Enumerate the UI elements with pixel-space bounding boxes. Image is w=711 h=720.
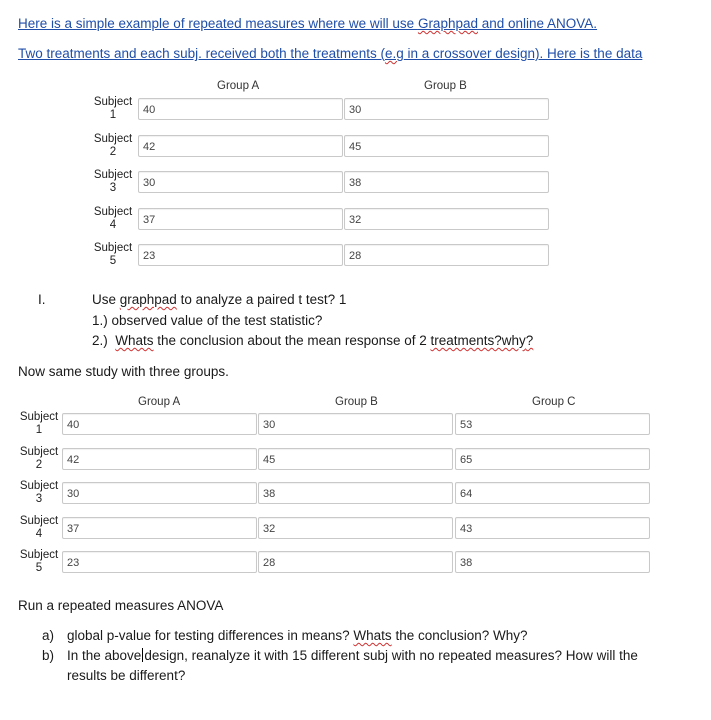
value-field-group-a[interactable] bbox=[138, 171, 343, 193]
subject-number: 1 bbox=[35, 424, 43, 436]
value-text: 42 bbox=[67, 453, 80, 466]
value-text: 45 bbox=[349, 140, 362, 153]
part2-a-end: the conclusion? Why? bbox=[391, 628, 528, 643]
part2-a-text bbox=[67, 628, 528, 643]
part1-q-end: to analyze a paired t test? 1 bbox=[176, 292, 347, 307]
part1-item-2-num: 2.) bbox=[92, 333, 116, 348]
part2-a-label: a) bbox=[42, 628, 55, 643]
subject-number: 5 bbox=[35, 562, 43, 574]
subject-word: Subject bbox=[93, 205, 133, 218]
value-text: 28 bbox=[263, 557, 276, 569]
value-field-group-c[interactable] bbox=[455, 413, 650, 435]
value-text: 37 bbox=[143, 213, 156, 226]
value-text: 30 bbox=[263, 419, 276, 431]
subject-label bbox=[16, 480, 62, 506]
value-text: 53 bbox=[460, 419, 473, 431]
subject-label bbox=[16, 549, 62, 575]
value-field-group-c[interactable] bbox=[455, 551, 650, 573]
table1-header-group-a: Group A bbox=[217, 80, 260, 92]
value-text: 28 bbox=[349, 250, 362, 262]
part2-whats-word: Whats bbox=[353, 628, 392, 643]
subject-word: Subject bbox=[93, 132, 133, 145]
value-field-group-a[interactable] bbox=[62, 482, 257, 504]
table2-header-group-a: Group A bbox=[138, 396, 181, 408]
part1-numeral: I. bbox=[38, 292, 46, 307]
value-field-group-a[interactable] bbox=[138, 98, 343, 120]
subject-label bbox=[90, 169, 136, 195]
value-field-group-a[interactable] bbox=[62, 517, 257, 539]
table2-header-group-c: Group C bbox=[532, 396, 576, 408]
part1-q-start: Use bbox=[92, 292, 120, 307]
value-field-group-b[interactable] bbox=[344, 135, 549, 157]
value-text: 32 bbox=[349, 213, 362, 226]
value-text: 40 bbox=[143, 104, 156, 116]
subject-label bbox=[16, 411, 62, 437]
value-field-group-a[interactable] bbox=[62, 413, 257, 435]
table1-header-group-b: Group B bbox=[424, 80, 467, 92]
subject-number: 1 bbox=[109, 109, 117, 121]
subject-word: Subject bbox=[93, 242, 133, 254]
eg-word: e.g bbox=[384, 46, 404, 61]
subject-number: 5 bbox=[109, 255, 117, 267]
intro-line-1-end: and online ANOVA. bbox=[477, 16, 598, 31]
value-field-group-b[interactable] bbox=[258, 517, 453, 539]
value-field-group-a[interactable] bbox=[138, 135, 343, 157]
value-text: 30 bbox=[349, 104, 362, 116]
subject-word: Subject bbox=[19, 514, 59, 527]
subject-word: Subject bbox=[93, 96, 133, 108]
part1-whats-word: Whats bbox=[115, 333, 154, 348]
value-field-group-b[interactable] bbox=[344, 98, 549, 120]
subject-label bbox=[16, 515, 62, 541]
part2-b-text bbox=[67, 648, 638, 663]
subject-label bbox=[90, 96, 136, 122]
value-text: 38 bbox=[263, 488, 276, 500]
part2-a-start: global p-value for testing differences in means? bbox=[67, 628, 354, 643]
value-text: 45 bbox=[263, 453, 276, 466]
part1-item-2 bbox=[92, 333, 533, 348]
value-field-group-a[interactable] bbox=[62, 448, 257, 470]
subject-word: Subject bbox=[19, 480, 59, 492]
value-field-group-c[interactable] bbox=[455, 448, 650, 470]
value-text: 37 bbox=[67, 522, 80, 535]
graphpad-word: Graphpad bbox=[417, 16, 478, 31]
subject-word: Subject bbox=[93, 169, 133, 181]
value-field-group-a[interactable] bbox=[62, 551, 257, 573]
subject-word: Subject bbox=[19, 411, 59, 423]
value-field-group-c[interactable] bbox=[455, 517, 650, 539]
value-text: 30 bbox=[67, 488, 80, 500]
value-text: 64 bbox=[460, 488, 473, 500]
value-text: 32 bbox=[263, 522, 276, 535]
subject-word: Subject bbox=[19, 549, 59, 561]
value-field-group-a[interactable] bbox=[138, 244, 343, 266]
subject-number: 2 bbox=[35, 458, 43, 471]
value-field-group-b[interactable] bbox=[258, 448, 453, 470]
value-text: 65 bbox=[460, 453, 473, 466]
value-text: 42 bbox=[143, 140, 156, 153]
intro-line-2-end: in a crossover design). Here is the data bbox=[403, 46, 643, 61]
part1-item-2-end: ? bbox=[525, 333, 534, 348]
intro-line-2-text: Two treatments and each subj. received both the treatments ( bbox=[18, 46, 385, 61]
value-field-group-b[interactable] bbox=[258, 482, 453, 504]
value-field-group-b[interactable] bbox=[344, 208, 549, 230]
subject-number: 3 bbox=[109, 182, 117, 194]
subject-number: 3 bbox=[35, 493, 43, 505]
part1-graphpad-word: graphpad bbox=[119, 292, 177, 307]
part1-question bbox=[92, 292, 346, 307]
part2-b-start: In the above bbox=[67, 648, 142, 663]
value-field-group-c[interactable] bbox=[455, 482, 650, 504]
intro-line-2 bbox=[18, 46, 642, 61]
subject-number: 2 bbox=[109, 145, 117, 158]
value-text: 43 bbox=[460, 522, 473, 535]
now-same-study: Now same study with three groups. bbox=[18, 364, 229, 379]
value-field-group-b[interactable] bbox=[344, 244, 549, 266]
part2-b-end: design, reanalyze it with 15 different subj with no repeated measures? How will the bbox=[144, 648, 638, 663]
value-field-group-b[interactable] bbox=[258, 413, 453, 435]
part2-b-line2: results be different? bbox=[67, 668, 186, 683]
subject-label bbox=[16, 446, 62, 472]
value-text: 23 bbox=[67, 557, 80, 569]
part1-item-2-mid: the conclusion about the mean response of 2 bbox=[153, 333, 431, 348]
part1-treatments-word: treatments?why bbox=[430, 333, 526, 348]
value-field-group-a[interactable] bbox=[138, 208, 343, 230]
subject-number: 4 bbox=[35, 527, 43, 540]
subject-label bbox=[90, 206, 136, 232]
subject-label bbox=[90, 133, 136, 159]
value-field-group-b[interactable] bbox=[258, 551, 453, 573]
part2-title: Run a repeated measures ANOVA bbox=[18, 598, 224, 613]
subject-label bbox=[90, 242, 136, 268]
value-field-group-b[interactable] bbox=[344, 171, 549, 193]
subject-number: 4 bbox=[109, 218, 117, 231]
value-text: 38 bbox=[349, 177, 362, 189]
intro-line-1 bbox=[18, 16, 597, 31]
value-text: 38 bbox=[460, 557, 473, 569]
value-text: 23 bbox=[143, 250, 156, 262]
value-text: 40 bbox=[67, 419, 80, 431]
part2-b-label: b) bbox=[42, 648, 55, 663]
subject-word: Subject bbox=[19, 445, 59, 458]
part1-item-1: 1.) observed value of the test statistic? bbox=[92, 313, 323, 328]
value-text: 30 bbox=[143, 177, 156, 189]
table2-header-group-b: Group B bbox=[335, 396, 378, 408]
intro-line-1-text: Here is a simple example of repeated measures where we will use bbox=[18, 16, 418, 31]
